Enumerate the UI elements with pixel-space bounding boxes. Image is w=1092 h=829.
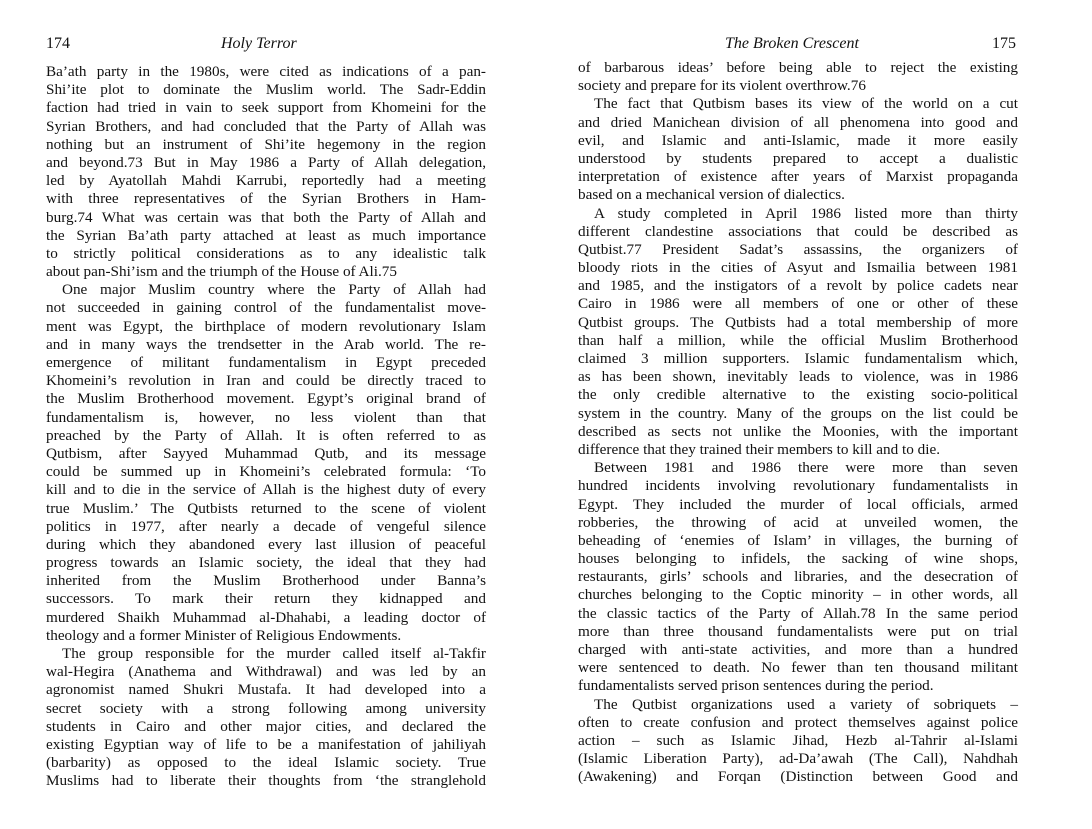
text-line: understood by students prepared to accept a dualistic (578, 149, 1018, 167)
text-line: agronomist named Shukri Mustafa. It had developed into a (46, 681, 486, 699)
text-line: fundamentalists served prison sentences during the period. (578, 677, 934, 695)
text-line: of barbarous ideas’ before being able to reject the existing (578, 59, 1018, 76)
text-line: and dried Manichean division of all phenomena into good and (578, 113, 1018, 131)
text-line: and 1985, and the instigators of a revolt by police cadets near (578, 277, 1018, 295)
text-line: not succeeded in gaining control of the fundamentalist move- (46, 299, 486, 317)
text-line: interpretation of existence after years of Marxist propaganda (578, 168, 1018, 186)
text-line: houses belonging to infidels, the sacking of wine shops, (578, 550, 1018, 568)
text-line: than half a million, while the official Muslim Brotherhood (578, 331, 1018, 349)
text-line: churches belonging to the Coptic minority – in other words, all (578, 586, 1018, 604)
text-line: One major Muslim country where the Party of Allah had (62, 281, 486, 299)
text-line: (Awakening) and Forqan (Distinction between Good and (578, 768, 1018, 786)
right-page (578, 0, 1018, 829)
text-line: with three representatives of the Syrian Brothers in Ham- (46, 190, 486, 208)
text-line: murdered Shaikh Muhammad al-Dhahabi, a leading doctor of (46, 608, 486, 626)
left-page-number: 174 (46, 35, 70, 52)
text-line: led by Ayatollah Mahdi Karrubi, reportedly had a meeting (46, 172, 486, 190)
text-line: Between 1981 and 1986 there were more than seven (594, 459, 1018, 477)
text-line: secret society with a strong following among university (46, 699, 486, 717)
text-line: to strictly political considerations as to any idealistic talk (46, 244, 486, 262)
right-body-text (578, 59, 1018, 787)
text-line: A study completed in April 1986 listed more than thirty (594, 204, 1018, 222)
text-line: society and prepare for its violent overthrow.76 (578, 77, 866, 95)
text-line: kill and to die in the service of Allah is the highest duty of every (46, 481, 486, 499)
text-line: faction had tried in vain to seek support from Khomeini for the (46, 99, 486, 117)
text-line: often to create confusion and protect themselves against police (578, 713, 1018, 731)
text-line: inherited from the Muslim Brotherhood under Banna’s (46, 572, 486, 590)
text-line: hundred incidents involving revolutionary fundamentalists in (578, 477, 1018, 495)
text-line: burg.74 What was certain was that both the Party of Allah and (46, 208, 486, 226)
text-line: Shi’ite plot to dominate the Muslim world. The Sadr-Eddin (46, 81, 486, 99)
text-line: politics in 1977, after nearly a decade of vengeful silence (46, 517, 486, 535)
text-line: The group responsible for the murder called itself al-Takfir (62, 645, 486, 662)
text-line: nothing but an instrument of Shi’ite hegemony in the region (46, 135, 486, 153)
text-line: the Syrian Ba’ath party attached at least as much importance (46, 226, 486, 244)
text-line: bloody riots in the cities of Asyut and Ismailia between 1981 (578, 259, 1018, 277)
text-line: (Islamic Liberation Party), ad-Da’awah (The Call), Nahdhah (578, 750, 1018, 768)
text-line: were sentenced to death. No fewer than ten thousand militant (578, 659, 1018, 677)
left-page (46, 0, 486, 829)
left-running-title: Holy Terror (221, 35, 297, 52)
text-line: students in Cairo and other major cities, and declared the (46, 717, 486, 735)
text-line: The Qutbist organizations used a variety of sobriquets – (594, 695, 1018, 713)
text-line: the only credible alternative to the existing socio-political (578, 386, 1018, 404)
text-line: action – such as Islamic Jihad, Hezb al-Tahrir al-Islami (578, 731, 1018, 749)
text-line: the classic tactics of the Party of Allah.78 In the same period (578, 604, 1018, 622)
text-line: charged with anti-state activities, and more than a hundred (578, 641, 1018, 658)
text-line: difference that they trained their members to kill and to die. (578, 440, 940, 458)
text-line: restaurants, girls’ schools and libraries, and the desecration of (578, 568, 1018, 586)
text-line: successors. To mark their return they kidnapped and (46, 590, 486, 608)
text-line: theology and a former Minister of Religious Endowments. (46, 626, 402, 644)
text-line: different clandestine associations that could be described as (578, 222, 1018, 240)
text-line: fundamentalism is, however, no less violent than that (46, 408, 486, 426)
text-line: Egypt. They included the murder of local officials, armed (578, 495, 1018, 513)
text-line: and beyond.73 But in May 1986 a Party of Allah delegation, (46, 153, 486, 171)
text-line: progress towards an Islamic society, the ideal that they had (46, 554, 486, 572)
text-line: Khomeini’s revolution in Iran and could be directly traced to (46, 372, 486, 390)
text-line: could be summed up in Khomeini’s celebrated formula: ‘To (46, 463, 486, 481)
text-line: emergence of militant fundamentalism in Egypt preceded (46, 354, 486, 371)
text-line: robberies, the throwing of acid at unveiled women, the (578, 513, 1018, 531)
text-line: Syrian Brothers, and had concluded that the Party of Allah was (46, 117, 486, 135)
left-running-head (46, 33, 486, 55)
text-line: as has been shown, inevitably leads to violence, was in 1986 (578, 368, 1018, 386)
text-line: about pan-Shi’ism and the triumph of the House of Ali.75 (46, 263, 397, 281)
text-line: system in the country. Many of the groups on the list could be (578, 404, 1018, 422)
text-line: beheading of ‘enemies of Islam’ in villages, the burning of (578, 531, 1018, 549)
text-line: described as sects not unlike the Moonies, with the important (578, 422, 1018, 440)
left-body-text (46, 63, 486, 791)
text-line: the Muslim Brotherhood movement. Egypt’s original brand of (46, 390, 486, 408)
text-line: and in many ways the trendsetter in the Arab world. The re- (46, 335, 486, 353)
right-running-title: The Broken Crescent (725, 35, 859, 52)
text-line: based on a mechanical version of dialectics. (578, 186, 845, 204)
text-line: ment was Egypt, the birthplace of modern revolutionary Islam (46, 317, 486, 335)
text-line: preached by the Party of Allah. It is often referred to as (46, 426, 486, 444)
text-line: evil, and Islamic and anti-Islamic, made it more easily (578, 131, 1018, 149)
text-line: Qutbism, after Sayyed Muhammad Qutb, and its message (46, 444, 486, 462)
text-line: The fact that Qutbism bases its view of the world on a cut (594, 95, 1018, 113)
text-line: Qutbist.77 President Sadat’s assassins, the organizers of (578, 240, 1018, 258)
text-line: true Muslim.’ The Qutbists returned to the scene of violent (46, 499, 486, 517)
text-line: more than three thousand fundamentalists were put on trial (578, 622, 1018, 640)
text-line: Muslims had to liberate their thoughts from ‘the stranglehold (46, 772, 486, 790)
right-page-number: 175 (992, 35, 1016, 52)
text-line: (barbarity) as opposed to the ideal Islamic society. True (46, 754, 486, 772)
text-line: Qutbist groups. The Qutbists had a total membership of more (578, 313, 1018, 331)
text-line: wal-Hegira (Anathema and Withdrawal) and was led by an (46, 663, 486, 681)
text-line: Ba’ath party in the 1980s, were cited as indications of a pan- (46, 63, 486, 80)
text-line: during which they abandoned every last illusion of peaceful (46, 535, 486, 553)
text-line: claimed 3 million supporters. Islamic fundamentalism which, (578, 350, 1018, 367)
text-line: existing Egyptian way of life to be a manifestation of jahiliyah (46, 735, 486, 753)
text-line: Cairo in 1986 were all members of one or other of these (578, 295, 1018, 313)
right-running-head (578, 33, 1018, 55)
